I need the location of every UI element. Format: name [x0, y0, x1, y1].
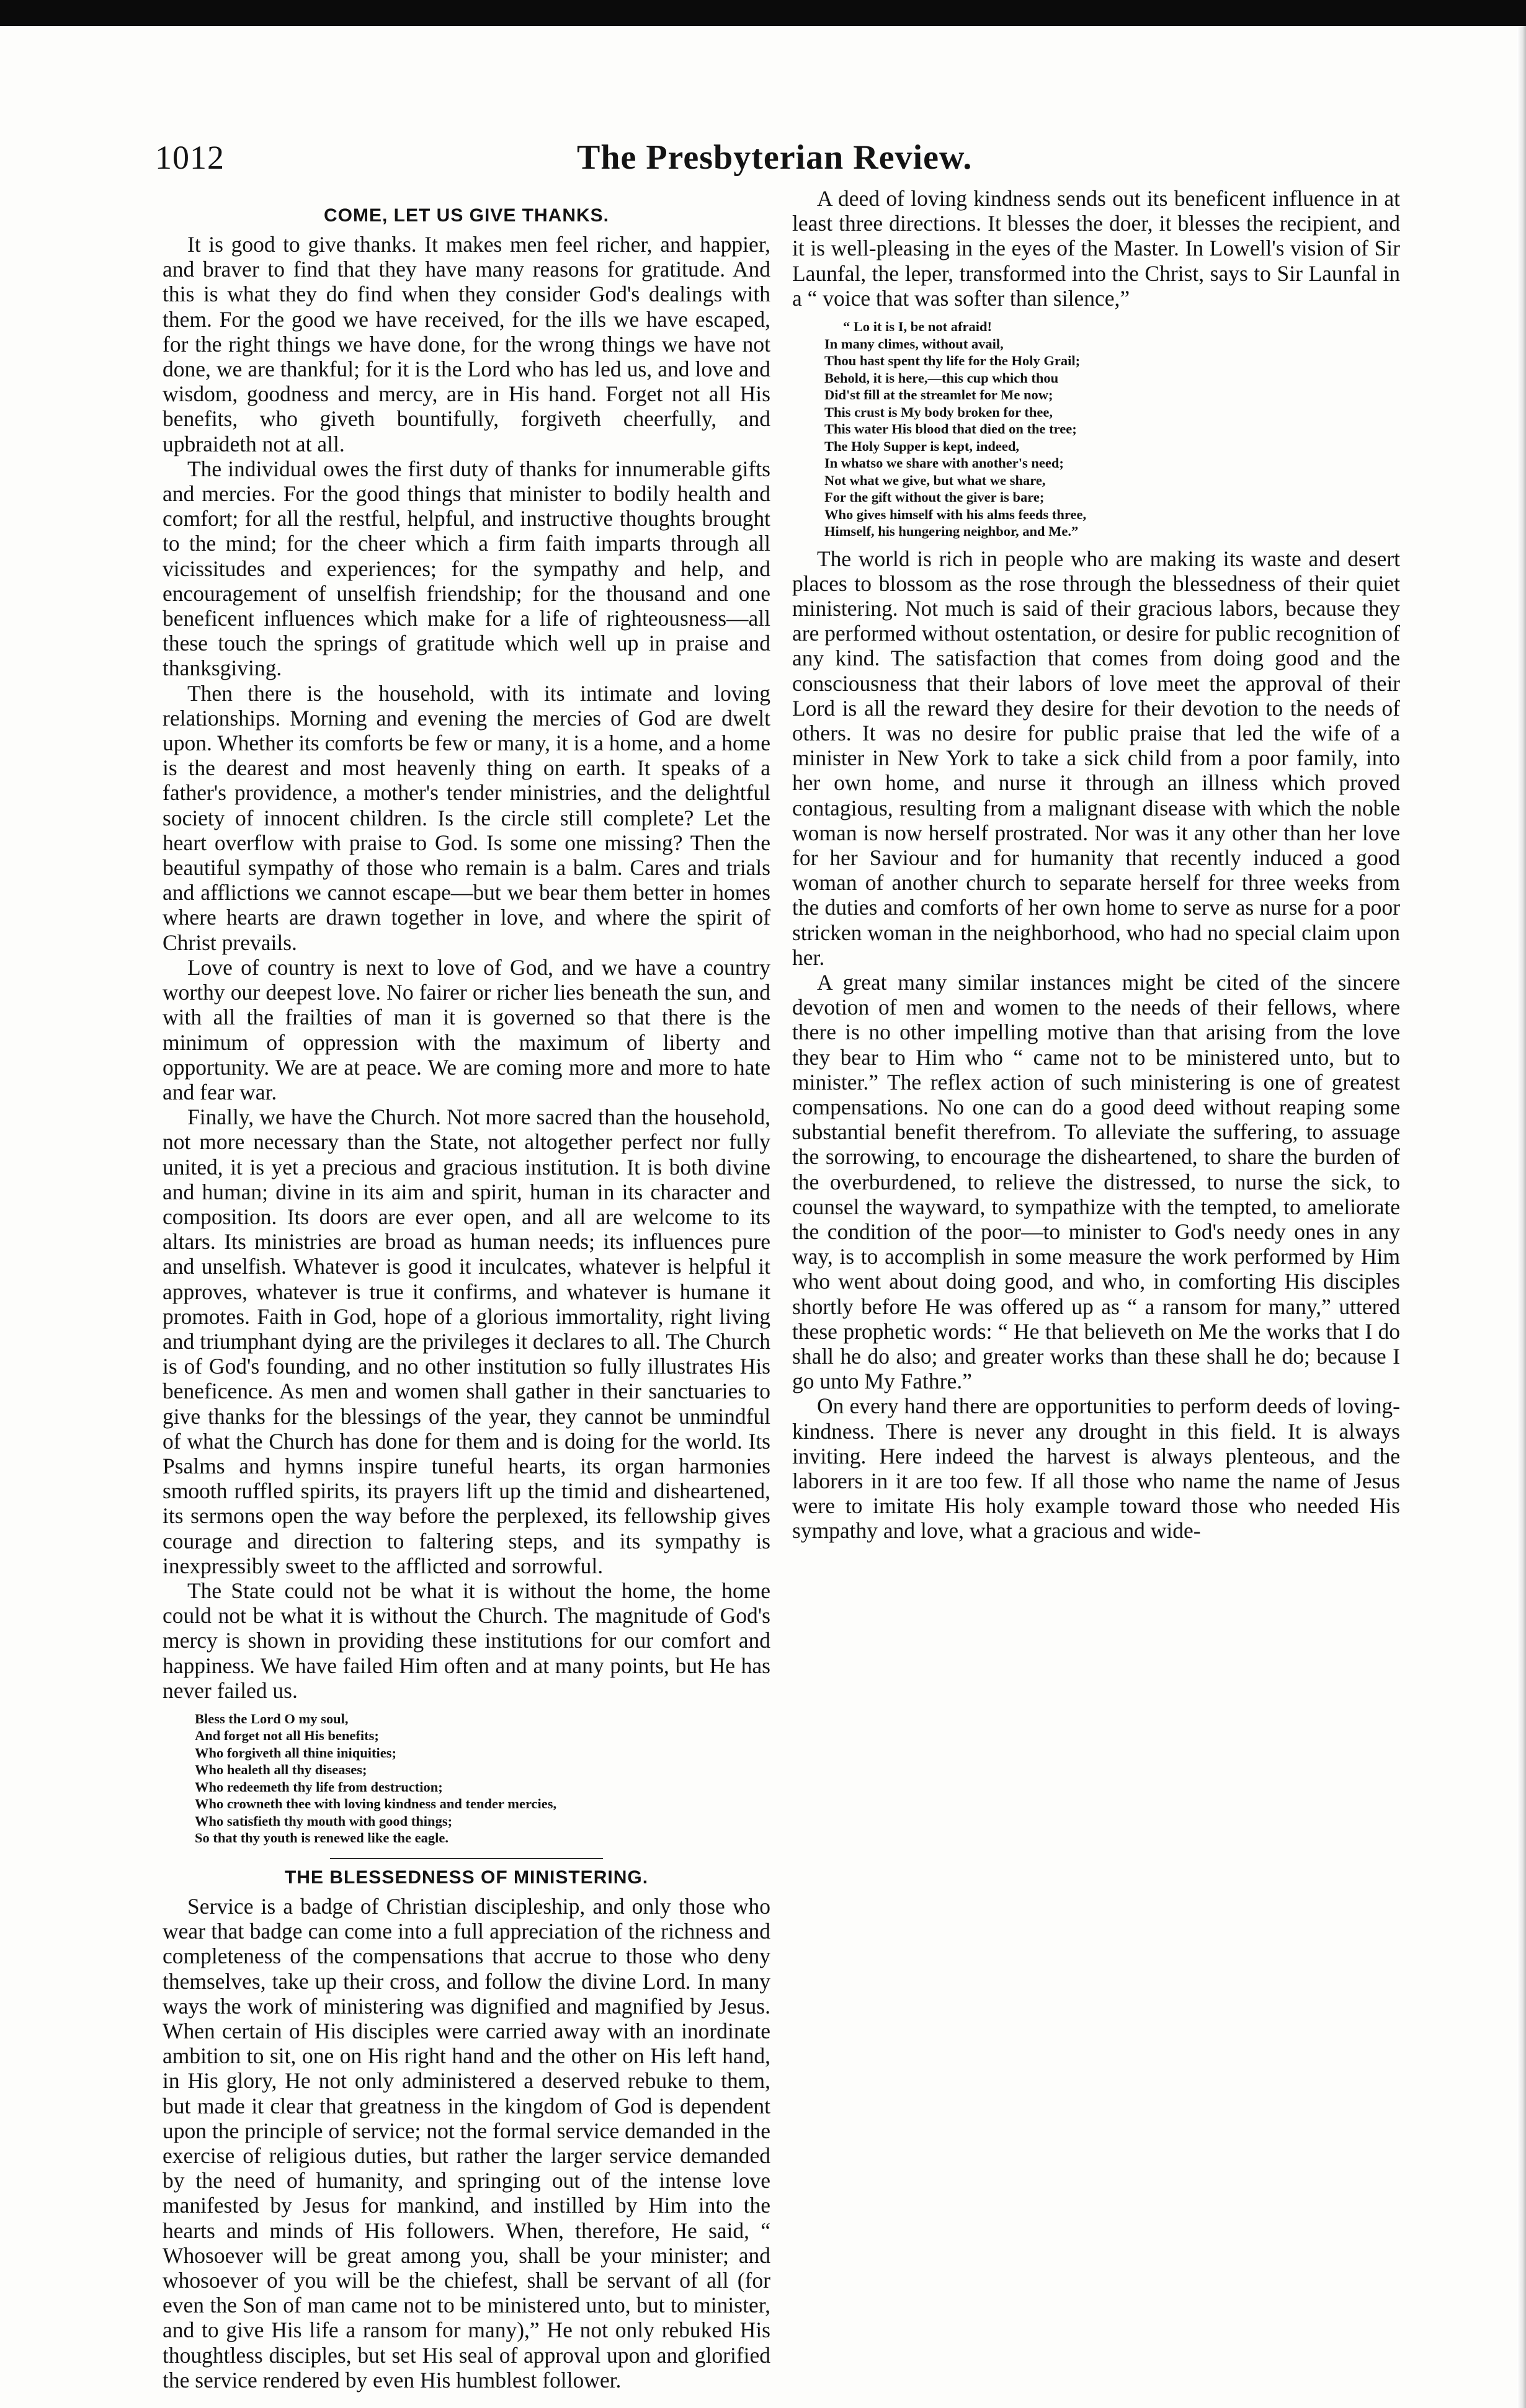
verse-line: Thou hast spent thy life for the Holy Grail; [824, 353, 1081, 369]
paragraph: A great many similar instances might be cited of the sincere devotion of men and women to the needs of their fellows, where there is no other impelling motive than that arising from the love they bear to Him who “ came not to be ministered unto, but to minister.” The reflex action of such ministering is one of greatest compensations. No one can do a good deed without reaping some substantial benefit therefrom. To alleviate the suffering, to assuage the sorrowing, to encourage the disheartened, to share the burden of the overburdened, to relieve the distressed, to nurse the sick, to counsel the wayward, to sympathize with the tempted, to ameliorate the condition of the poor—to minister to God's needy ones in any way, is to accomplish in some measure the work performed by Him who went about doing good, and who, in comforting His disciples shortly before He was offered up as “ a ransom for many,” uttered these prophetic words: “ He that believeth on Me the works that I do shall he do also; and greater works than these shall he do; because I go unto My Fathre.” [792, 969, 1400, 1394]
article-heading-ministering: THE BLESSEDNESS OF MINISTERING. [284, 1867, 649, 1888]
verse-line: Who satisfieth thy mouth with good things; [195, 1813, 453, 1829]
paragraph: The individual owes the first duty of thanks for innumerable gifts and mercies. For the good things that minister to bodily health and comfort; for all the restful, helpful, and instructive thoughts brought to the mind; for the cheer which a firm faith imparts through all vicissitudes and experiences; for the sympathy and help, and encouragement of unselfish friendship; for the thousand and one beneficent influences which make for a life of righteousness—all these touch the springs of gratitude which well up in praise and thanksgiving. [163, 456, 770, 681]
paragraph: A deed of loving kindness sends out its beneficent influence in at least three directions. It blesses the doer, it blesses the recipient, and it is well-pleasing in the eyes of the Master. In Lowell's vision of Sir Launfal, the leper, transformed into the Christ, says to Sir Launfal in a “ voice that was softer than silence,” [792, 186, 1400, 311]
verse-line: “ Lo it is I, be not afraid! [843, 319, 993, 335]
article-heading-give-thanks: COME, LET US GIVE THANKS. [323, 205, 610, 226]
verse-line: This crust is My body broken for thee, [824, 404, 1053, 420]
verse-line: Did'st fill at the streamlet for Me now; [824, 387, 1053, 403]
psalm-quotation [195, 1710, 770, 1847]
verse-line: In whatso we share with another's need; [824, 455, 1064, 471]
verse-line: In many climes, without avail, [824, 335, 1004, 352]
scan-top-border [0, 0, 1526, 26]
verse-line: Not what we give, but what we share, [824, 472, 1046, 488]
page-number: 1012 [155, 139, 225, 176]
verse-line: Who healeth all thy diseases; [195, 1762, 367, 1778]
paragraph: The State could not be what it is without the home, the home could not be what it is without the Church. The magnitude of God's mercy is shown in providing these institutions for our comfort and happiness. We have failed Him often and at many points, but He has never failed us. [163, 1578, 770, 1703]
paragraph: On every hand there are opportunities to perform deeds of loving-kindness. There is never any drought in this field. It is always inviting. Here indeed the harvest is always plenteous, and the laborers in it are too few. If all those who name the name of Jesus were to imitate His holy example toward those who needed His sympathy and love, what a gracious and wide- [792, 1393, 1400, 1544]
verse-line: Bless the Lord O my soul, [195, 1710, 349, 1726]
lowell-quotation [824, 318, 1400, 540]
verse-line: So that thy youth is renewed like the eagle. [195, 1830, 448, 1846]
section-divider [330, 1858, 603, 1859]
verse-line: Who crowneth thee with loving kindness and tender mercies, [195, 1796, 557, 1812]
right-column [792, 186, 1400, 1544]
verse-line: And forget not all His benefits; [195, 1728, 379, 1744]
verse-line: Who redeemeth thy life from destruction; [195, 1779, 443, 1795]
paragraph: The world is rich in people who are making its waste and desert places to blossom as the rose through the blessedness of their quiet ministering. Not much is said of their gracious labors, because they are performed without ostentation, or desire for public recognition of any kind. The satisfaction that comes from doing good and the consciousness that their labors of love meet the approval of their Lord is all the reward they desire for their devotion to the needs of others. It was no desire for public praise that led the wife of a minister in New York to take a sick child from a poor family, into her own home, and nurse it through an illness which proved contagious, resulting from a malignant disease with which the noble woman is now herself prostrated. Nor was it any other than her love for her Saviour and for humanity that recently induced a good woman of another church to separate herself for three weeks from the duties and comforts of her own home to serve as nurse for a poor stricken woman in the neighborhood, who had no special claim upon her. [792, 546, 1400, 970]
verse-line: The Holy Supper is kept, indeed, [824, 438, 1020, 454]
left-column [163, 186, 770, 2392]
verse-line: For the gift without the giver is bare; [824, 489, 1045, 505]
running-title: The Presbyterian Review. [577, 138, 973, 177]
verse-line: Behold, it is here,—this cup which thou [824, 370, 1059, 386]
paragraph: Service is a badge of Christian discipleship, and only those who wear that badge can come into a full appreciation of the richness and completeness of the compensations that accrue to those who deny themselves, take up their cross, and follow the divine Lord. In many ways the work of ministering was dignified and magnified by Jesus. When certain of His disciples were carried away with an inordinate ambition to sit, one on His right hand and the other on His left hand, in His glory, He not only administered a deserved rebuke to them, but made it clear that greatness in the kingdom of God is dependent upon the principle of service; not the formal service demanded in the exercise of religious duties, but rather the larger service demanded by the need of humanity, and springing out of the intense love manifested by Jesus for mankind, and instilled by Him into the hearts and minds of His followers. When, therefore, He said, “ Whosoever will be great among you, shall be your minister; and whosoever of you will be the chiefest, shall be servant of all (for even the Son of man came not to be ministered unto, but to minister, and to give His life a ransom for many),” He not only rebuked His thoughtless disciples, but set His seal of approval upon and glorified the service rendered by even His humblest follower. [163, 1893, 770, 2392]
verse-line: Himself, his hungering neighbor, and Me.” [824, 523, 1079, 540]
paragraph: It is good to give thanks. It makes men feel richer, and happier, and braver to find that they have many reasons for gratitude. And this is what they do find when they consider God's dealings with them. For the good we have received, for the ills we have escaped, for the right things we have done, for the wrong things we have not done, we are thankful; for it is the Lord who has led us, and love and wisdom, goodness and mercy, are in His hand. Forget not all His benefits, who giveth bountifully, forgiveth cheerfully, and upbraideth not at all. [163, 232, 770, 456]
verse-line: This water His blood that died on the tree; [824, 421, 1077, 437]
verse-line: Who gives himself with his alms feeds three, [824, 506, 1087, 522]
paragraph: Love of country is next to love of God, and we have a country worthy our deepest love. No fairer or richer lies beneath the sun, and with all the frailties of man it is governed so that there is the minimum of oppression with the maximum of liberty and opportunity. We are at peace. We are coming more and more to hate and fear war. [163, 954, 770, 1104]
verse-line: Who forgiveth all thine iniquities; [195, 1744, 397, 1761]
paragraph: Finally, we have the Church. Not more sacred than the household, not more necessary than the State, not altogether perfect nor fully united, it is yet a precious and gracious institution. It is both divine and human; divine in its aim and spirit, human in its character and composition. Its doors are ever open, and all are welcome to its altars. Its ministries are broad as human needs; its influences pure and unselfish. Whatever is good it inculcates, whatever is helpful it approves, whatever is true it confirms, and whatever is humane it promotes. Faith in God, hope of a glorious immortality, right living and triumphant dying are the privileges it declares to all. The Church is of God's founding, and no other institution so fully illustrates His beneficence. As men and women shall gather in their sanctuaries to give thanks for the blessings of the year, they cannot be unmindful of what the Church has done for them and is doing for the world. Its Psalms and hymns inspire tuneful hearts, its organ harmonies smooth ruffled spirits, its prayers lift up the timid and disheartened, its sermons open the way before the perplexed, its fellowship gives courage and direction to faltering steps, and its sympathy is inexpressibly sweet to the afflicted and sorrowful. [163, 1104, 770, 1578]
scan-right-edge [1517, 26, 1526, 2408]
page-header [155, 135, 1371, 180]
paragraph: Then there is the household, with its intimate and loving relationships. Morning and evening the mercies of God are dwelt upon. Whether its comforts be few or many, it is a home, and a home is the dearest and most heavenly thing on earth. It speaks of a father's providence, a mother's tender ministries, and the delightful society of innocent children. Is the circle still complete? Let the heart overflow with praise to God. Is some one missing? Then the beautiful sympathy of those who remain is a balm. Cares and trials and afflictions we cannot escape—but we bear them better in homes where hearts are drawn together in love, and where the spirit of Christ prevails. [163, 680, 770, 955]
